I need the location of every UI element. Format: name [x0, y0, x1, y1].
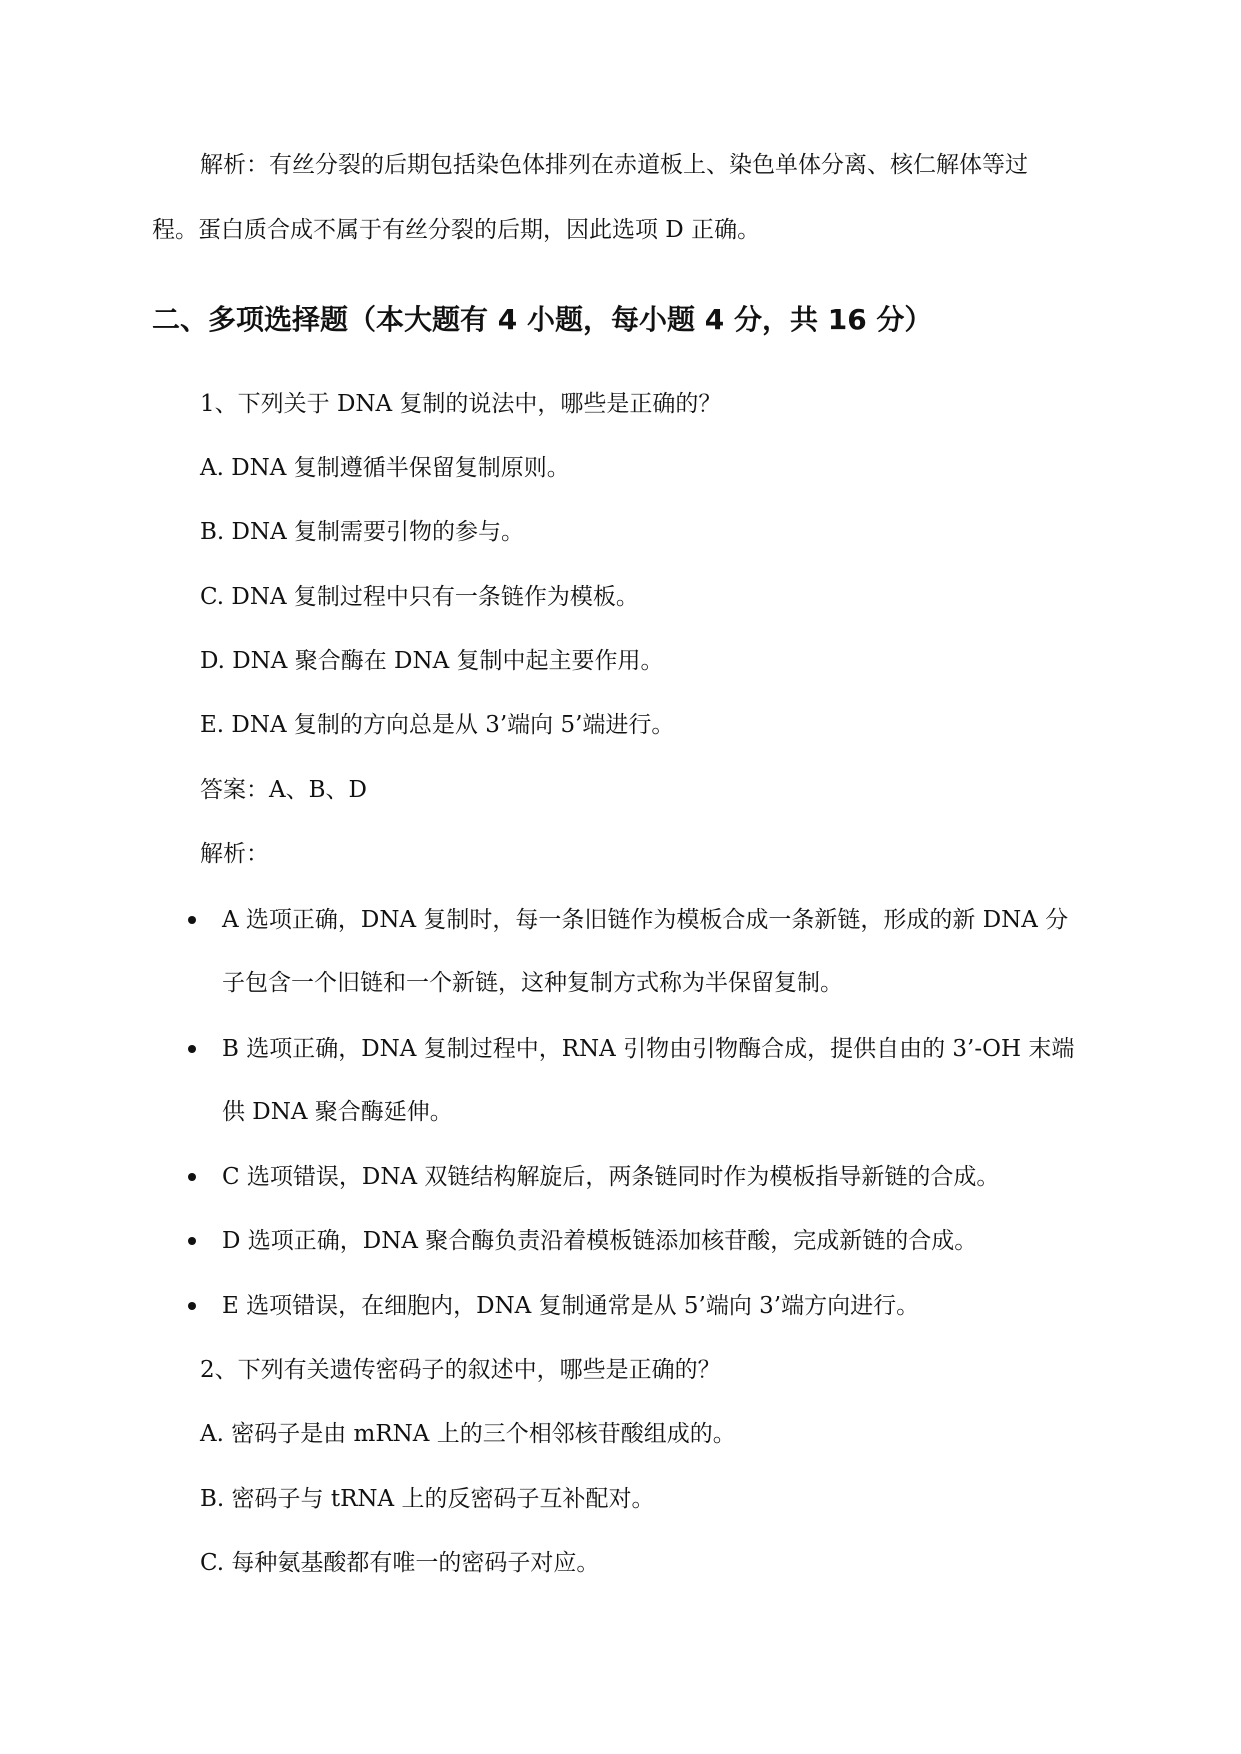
q1-option-c: C. DNA 复制过程中只有一条链作为模板。	[200, 584, 639, 610]
bullet-dot	[188, 916, 196, 924]
q1-answer: 答案：A、B、D	[200, 777, 367, 803]
q1-stem: 1、下列关于 DNA 复制的说法中，哪些是正确的？	[200, 391, 722, 417]
bullet-dot	[188, 1302, 196, 1310]
bullet-dot	[188, 1173, 196, 1181]
q2-stem: 2、下列有关遗传密码子的叙述中，哪些是正确的？	[200, 1357, 721, 1383]
q2-option-c: C. 每种氨基酸都有唯一的密码子对应。	[200, 1550, 600, 1576]
q1-option-b: B. DNA 复制需要引物的参与。	[200, 519, 525, 545]
q2-option-b: B. 密码子与 tRNA 上的反密码子互补配对。	[200, 1486, 655, 1512]
q1-bullet-b-line-1: B 选项正确，DNA 复制过程中，RNA 引物由引物酶合成，提供自由的 3’-OH 末端	[222, 1036, 1075, 1062]
q1-bullet-a-line-1: A 选项正确，DNA 复制时，每一条旧链作为模板合成一条新链，形成的新 DNA 分	[222, 907, 1069, 933]
q1-bullet-b-line-2: 供 DNA 聚合酶延伸。	[222, 1099, 453, 1125]
bullet-dot	[188, 1237, 196, 1245]
q1-bullet-e: E 选项错误，在细胞内，DNA 复制通常是从 5’端向 3’端方向进行。	[222, 1293, 920, 1319]
q1-option-d: D. DNA 聚合酶在 DNA 复制中起主要作用。	[200, 648, 664, 674]
q2-option-a: A. 密码子是由 mRNA 上的三个相邻核苷酸组成的。	[200, 1421, 736, 1447]
prev-explanation-line-2: 程。蛋白质合成不属于有丝分裂的后期，因此选项 D 正确。	[152, 217, 761, 243]
bullet-dot	[188, 1045, 196, 1053]
q1-bullet-a-line-2: 子包含一个旧链和一个新链，这种复制方式称为半保留复制。	[222, 970, 843, 996]
prev-explanation-line-1: 解析：有丝分裂的后期包括染色体排列在赤道板上、染色单体分离、核仁解体等过	[200, 152, 1028, 178]
q1-option-e: E. DNA 复制的方向总是从 3’端向 5’端进行。	[200, 712, 675, 738]
q1-bullet-c: C 选项错误，DNA 双链结构解旋后，两条链同时作为模板指导新链的合成。	[222, 1164, 1000, 1190]
q1-bullet-d: D 选项正确，DNA 聚合酶负责沿着模板链添加核苷酸，完成新链的合成。	[222, 1228, 978, 1254]
q1-option-a: A. DNA 复制遵循半保留复制原则。	[200, 455, 570, 481]
q1-analysis-label: 解析：	[200, 841, 269, 867]
section-title: 二、多项选择题（本大题有 4 小题，每小题 4 分，共 16 分）	[152, 303, 933, 336]
